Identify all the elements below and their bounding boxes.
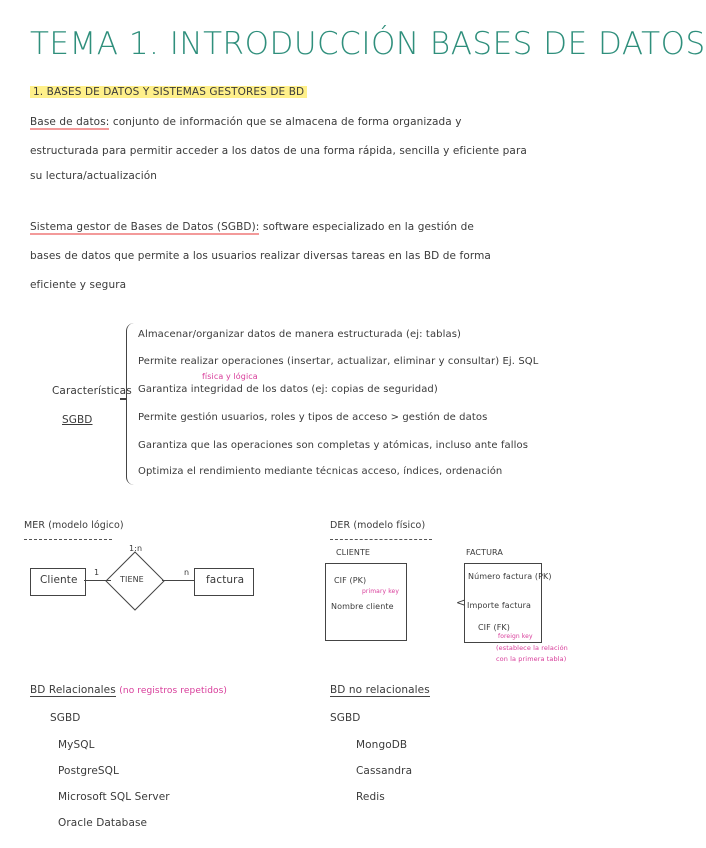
no-relacionales-heading: BD no relacionales bbox=[330, 684, 430, 696]
bd-def-3: su lectura/actualización bbox=[30, 170, 158, 182]
bd-term: Base de datos: bbox=[30, 116, 110, 128]
no-relacionales-item: Redis bbox=[356, 791, 385, 803]
mer-entity-factura-label: factura bbox=[206, 574, 245, 586]
relacionales-item: PostgreSQL bbox=[58, 765, 119, 777]
mer-card-top: 1:n bbox=[129, 544, 143, 553]
caracteristica-item: Optimiza el rendimiento mediante técnicas acceso, índices, ordenación bbox=[138, 466, 503, 477]
relacionales-heading-line bbox=[30, 684, 227, 696]
der-table2-note-a: (establece la relación bbox=[496, 644, 568, 652]
der-table1-row: CIF (PK) bbox=[334, 576, 367, 585]
sgbd-definition-line-1 bbox=[30, 221, 474, 233]
caracteristica-item: Garantiza que las operaciones son completas y atómicas, incluso ante fallos bbox=[138, 440, 529, 451]
mer-entity-cliente-label: Cliente bbox=[40, 574, 78, 586]
mer-label: MER (modelo lógico) bbox=[24, 520, 124, 531]
der-table2-note-b: con la primera tabla) bbox=[496, 655, 567, 663]
der-label: DER (modelo físico) bbox=[330, 520, 426, 531]
section-heading-text: 1. BASES DE DATOS Y SISTEMAS GESTORES DE BD bbox=[30, 86, 307, 98]
caracteristica-item: Permite gestión usuarios, roles y tipos de acceso > gestión de datos bbox=[138, 412, 488, 423]
no-relacionales-heading-line bbox=[330, 684, 430, 696]
relacionales-item: Microsoft SQL Server bbox=[58, 791, 170, 803]
caracteristica-item: Permite realizar operaciones (insertar, actualizar, eliminar y consultar) Ej. SQL bbox=[138, 356, 539, 367]
caracteristicas-label: Características bbox=[52, 385, 132, 397]
no-relacionales-item: MongoDB bbox=[356, 739, 408, 751]
der-table2-row: Número factura (PK) bbox=[468, 572, 552, 581]
relacionales-note: (no registros repetidos) bbox=[119, 686, 228, 696]
der-table1-title: CLIENTE bbox=[336, 548, 371, 557]
der-table2-row: CIF (FK) bbox=[478, 623, 510, 632]
mer-label-underline bbox=[24, 533, 112, 540]
der-label-underline bbox=[330, 533, 432, 540]
caracteristicas-sgbd-label: SGBD bbox=[62, 414, 93, 426]
brace-tick bbox=[120, 398, 127, 400]
section-heading bbox=[30, 86, 307, 98]
relacionales-sub: SGBD bbox=[50, 712, 81, 724]
bd-def-1: conjunto de información que se almacena de forma organizada y bbox=[112, 116, 462, 128]
sgbd-def-2: bases de datos que permite a los usuarios realizar diversas tareas en las BD de forma bbox=[30, 250, 491, 262]
bd-definition-line-1 bbox=[30, 116, 462, 128]
no-relacionales-item: Cassandra bbox=[356, 765, 413, 777]
sgbd-term: Sistema gestor de Bases de Datos (SGBD): bbox=[30, 221, 260, 233]
der-table2-title: FACTURA bbox=[466, 548, 503, 557]
caracteristica-item: Almacenar/organizar datos de manera estructurada (ej: tablas) bbox=[138, 329, 462, 340]
der-table1-note: primary key bbox=[362, 588, 399, 595]
mer-connector-right bbox=[162, 580, 194, 581]
der-table1-row: Nombre cliente bbox=[331, 602, 394, 611]
page-title: TEMA 1. INTRODUCCIÓN BASES DE DATOS bbox=[30, 26, 706, 62]
relacionales-heading: BD Relacionales bbox=[30, 684, 116, 696]
der-table2-note: foreign key bbox=[498, 633, 533, 640]
bd-def-2: estructurada para permitir acceder a los datos de una forma rápida, sencilla y eficiente para bbox=[30, 145, 527, 157]
sgbd-def-3: eficiente y segura bbox=[30, 279, 127, 291]
no-relacionales-sub: SGBD bbox=[330, 712, 361, 724]
caracteristica-annotation: física y lógica bbox=[202, 372, 258, 381]
mer-card-right: n bbox=[184, 568, 190, 577]
relacionales-item: Oracle Database bbox=[58, 817, 148, 829]
caracteristica-item: Garantiza integridad de los datos (ej: copias de seguridad) bbox=[138, 384, 438, 395]
mer-card-left: 1 bbox=[94, 568, 100, 577]
der-arrow-icon: < bbox=[456, 596, 466, 609]
brace bbox=[126, 323, 135, 485]
der-table2-row: Importe factura bbox=[467, 601, 532, 610]
mer-relationship-label: TIENE bbox=[120, 575, 144, 584]
relacionales-item: MySQL bbox=[58, 739, 95, 751]
sgbd-def-1: software especializado en la gestión de bbox=[262, 221, 474, 233]
